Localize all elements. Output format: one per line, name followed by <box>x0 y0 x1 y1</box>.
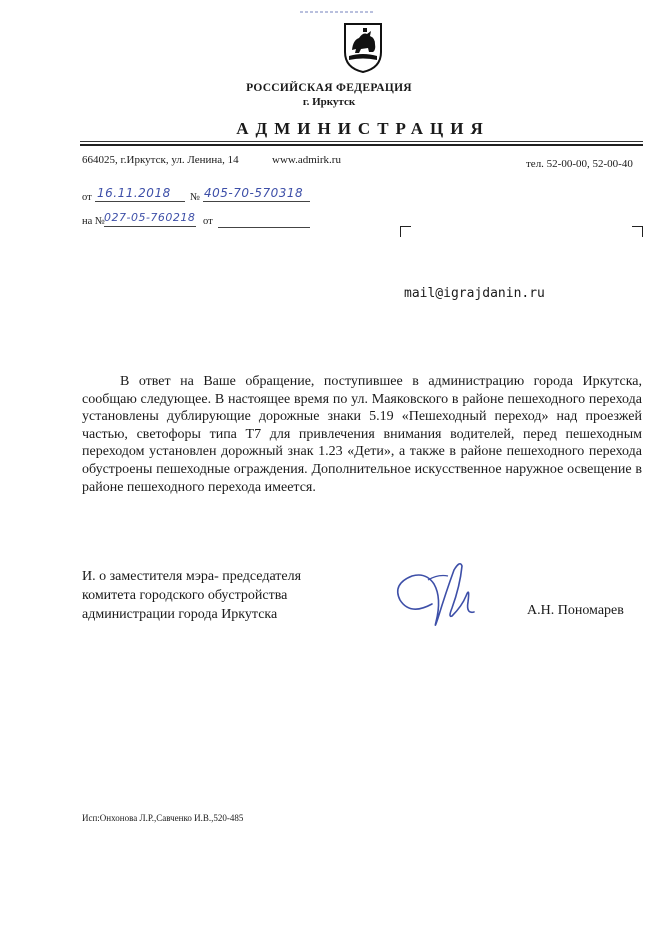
recipient-corner-right <box>632 226 643 237</box>
top-stamp-mark <box>298 2 376 8</box>
irkutsk-coat-of-arms-icon <box>343 22 383 74</box>
signer-position <box>82 567 301 624</box>
handwritten-signature <box>390 556 490 636</box>
website-link[interactable]: www.admirk.ru <box>272 154 341 166</box>
organization-title: АДМИНИСТРАЦИЯ <box>236 119 490 138</box>
postal-address: 664025, г.Иркутск, ул. Ленина, 14 <box>82 154 239 166</box>
signer-position-line-3: администрации города Иркутска <box>82 607 278 622</box>
executor-info: Исп:Онхонова Л.Р.,Савченко И.В.,520-485 <box>82 813 244 823</box>
recipient-corner-left <box>400 226 411 237</box>
signer-name: А.Н. Пономарев <box>527 603 624 618</box>
signer-position-line-1: И. о заместителя мэра- председателя <box>82 569 302 584</box>
signer-position-line-2: комитета городского обустройства <box>82 588 288 603</box>
reply-from-prefix: от <box>203 216 213 227</box>
country-name: РОССИЙСКАЯ ФЕДЕРАЦИЯ <box>246 82 412 94</box>
header-divider-thin <box>80 141 643 142</box>
reply-date-line <box>218 215 310 228</box>
reply-prefix: на № <box>82 216 105 227</box>
letter-body: В ответ на Ваше обращение, поступившее в администрацию города Иркутска, сообщаю следующее. В настоящее время по ул. Маяковского в районе пешеходного перехода установлены дублирующие дорожные знаки 5.19 «Пешеходный переход» над проезжей частью, светофоры типа Т7 для привлечения внимания водителей, перед пешеходным переходом установлен дорожный знак 1.23 «Дети», а также в районе пешеходного перехода обустроены пешеходные ограждения. Дополнительное искусственное наружное освещение в районе пешеходного перехода имеется. <box>82 374 642 495</box>
handwritten-reply-number: 027-05-760218 <box>104 211 196 224</box>
from-prefix: от <box>82 192 92 203</box>
header-divider-thick <box>80 144 643 146</box>
handwritten-date: 16.11.2018 <box>97 186 171 200</box>
city-name: г. Иркутск <box>302 96 356 108</box>
phone-numbers: тел. 52-00-00, 52-00-40 <box>526 158 633 170</box>
number-prefix: № <box>190 192 201 203</box>
handwritten-outgoing-number: 405-70-570318 <box>204 186 304 200</box>
recipient-email[interactable]: mail@igrajdanin.ru <box>404 286 545 301</box>
